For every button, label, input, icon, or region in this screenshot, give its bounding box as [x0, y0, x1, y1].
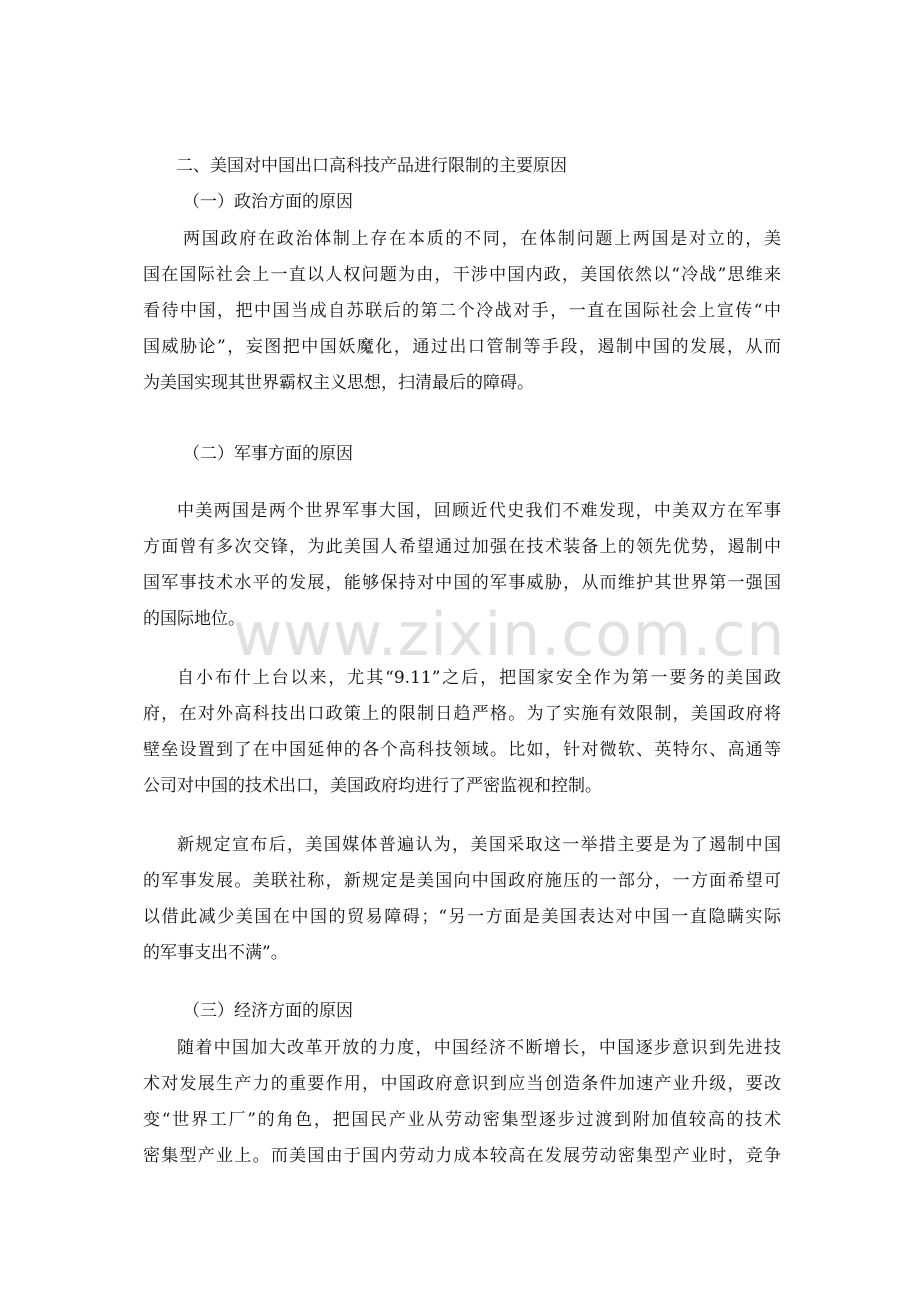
paragraph-line: 国在国际社会上一直以人权问题为由，干涉中国内政，美国依然以“冷战”思维来 [143, 265, 781, 285]
paragraph-line: 变“世界工厂”的角色，把国民产业从劳动密集型逐步过渡到附加值较高的技术 [143, 1110, 781, 1130]
paragraph-line: 府，在对外高科技出口政策上的限制日趋严格。为了实施有效限制，美国政府将 [143, 704, 781, 724]
section-heading: 二、美国对中国出口高科技产品进行限制的主要原因 [176, 156, 567, 176]
paragraph-line: 随着中国加大改革开放的力度，中国经济不断增长，中国逐步意识到先进技 [177, 1038, 781, 1058]
paragraph-line: 以借此减少美国在中国的贸易障碍；“另一方面是美国表达对中国一直隐瞒实际 [143, 907, 781, 927]
paragraph-line: 两国政府在政治体制上存在本质的不同，在体制问题上两国是对立的，美 [183, 229, 781, 249]
paragraph-line: 方面曾有多次交锋，为此美国人希望通过加强在技术装备上的领先优势，遏制中 [143, 537, 781, 557]
subsection-title-military: （二）军事方面的原因 [183, 444, 353, 464]
paragraph-line: 术对发展生产力的重要作用，中国政府意识到应当创造条件加速产业升级，要改 [143, 1074, 781, 1094]
paragraph-line: 的军事发展。美联社称，新规定是美国向中国政府施压的一部分，一方面希望可 [143, 871, 781, 891]
paragraph-line: 壁垒设置到了在中国延伸的各个高科技领域。比如，针对微软、英特尔、高通等 [143, 740, 781, 760]
subsection-title-political: （一）政治方面的原因 [183, 192, 353, 212]
paragraph-line: 新规定宣布后，美国媒体普遍认为，美国采取这一举措主要是为了遏制中国 [177, 835, 781, 855]
paragraph-line: 的国际地位。 [143, 609, 245, 629]
paragraph-line: 国军事技术水平的发展，能够保持对中国的军事威胁，从而维护其世界第一强国 [143, 573, 781, 593]
paragraph-line: 看待中国，把中国当成自苏联后的第二个冷战对手，一直在国际社会上宣传“中 [143, 301, 781, 321]
paragraph-line: 的军事支出不满”。 [143, 943, 288, 963]
paragraph-line: 自小布什上台以来，尤其“9.11”之后，把国家安全作为第一要务的美国政 [177, 668, 781, 688]
paragraph-line: 国威胁论”，妄图把中国妖魔化，通过出口管制等手段，遏制中国的发展，从而 [143, 337, 781, 357]
paragraph-line: 公司对中国的技术出口，美国政府均进行了严密监视和控制。 [143, 776, 602, 796]
subsection-title-economic: （三）经济方面的原因 [183, 1001, 353, 1021]
paragraph-line: 密集型产业上。而美国由于国内劳动力成本较高在发展劳动密集型产业时，竞争 [143, 1146, 781, 1166]
paragraph-line: 中美两国是两个世界军事大国，回顾近代史我们不难发现，中美双方在军事 [177, 501, 781, 521]
watermark: www.zixin.com.cn [233, 600, 786, 670]
paragraph-line: 为美国实现其世界霸权主义思想，扫清最后的障碍。 [143, 373, 534, 393]
